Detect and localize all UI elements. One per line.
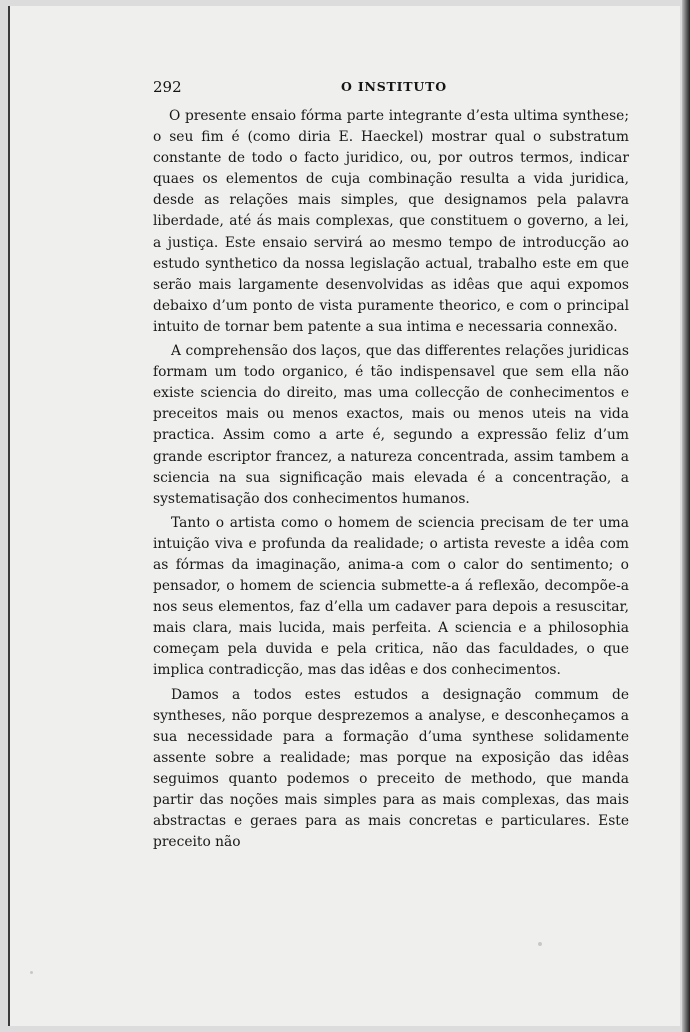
body-text [153,106,629,856]
journal-title: O INSTITUTO [341,79,447,94]
paper-speck [538,942,542,946]
paragraph: O presente ensaio fórma parte integrante d’esta ultima synthese; o seu fim é (como diria E. Haeckel) mostrar qual o substratum constante de todo o facto juridico, ou, por outros termos, indicar quaes os elementos de cuja combinação resulta a vida juridica, desde as relações mais simples, que designamos pela palavra liberdade, até ás mais complexas, que constituem o governo, a lei, a justiça. Este ensaio servirá ao mesmo tempo de introducção ao estudo synthetico da nossa legislação actual, trabalho este em que serão mais largamente desenvolvidas as idêas que aqui expomos debaixo d’um ponto de vista puramente theorico, e com o principal intuito de tornar bem patente a sua intima e necessaria connexão. [153,108,629,335]
paragraph: A comprehensão dos laços, que das differentes relações juridicas formam um todo organico, é tão indispensavel que sem ella não existe sciencia do direito, mas uma collecção de conhecimentos e preceitos mais ou menos exactos, mais ou menos uteis na vida practica. Assim como a arte é, segundo a expressão feliz d’um grande escriptor francez, a natureza concentrada, assim tambem a sciencia na sua significação mais elevada é a concentração, a systematisação dos conhecimentos humanos. [153,343,629,507]
paragraph: Damos a todos estes estudos a designação commum de syntheses, não porque desprezemos a analyse, e desconheçamos a sua necessidade para a formação d’uma synthese solidamente assente sobre a realidade; mas porque na exposição das idêas seguimos quanto podemos o preceito de methodo, que manda partir das noções mais simples para as mais complexas, das mais abstractas e geraes para as mais concretas e particulares. Este preceito não [153,686,629,851]
paragraph: Tanto o artista como o homem de sciencia precisam de ter uma intuição viva e profunda da realidade; o artista reveste a idêa com as fórmas da imaginação, anima-a com o calor do sentimento; o pensador, o homem de sciencia submette-a á reflexão, decompõe-a nos seus elementos, faz d’ella um cadaver para depois a resuscitar, mais clara, mais lucida, mais perfeita. A sciencia e a philosophia começam pela duvida e pela critica, não das faculdades, o que implica contradicção, mas das idêas e dos conhecimentos. [153,514,629,679]
running-header [153,78,629,98]
scan-edge [682,0,690,1032]
paper-speck [30,971,33,974]
page-number: 292 [153,78,182,96]
book-page [8,6,680,1026]
